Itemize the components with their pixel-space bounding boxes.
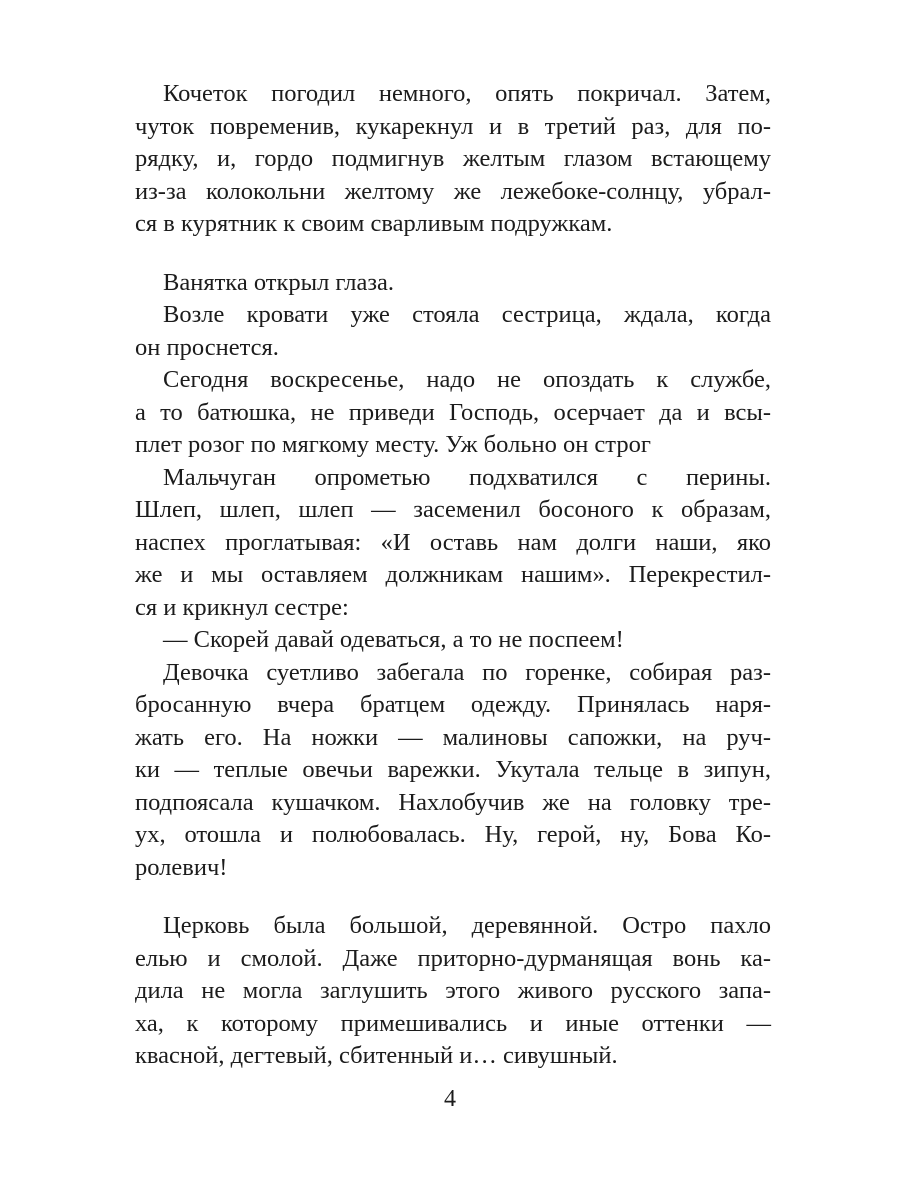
text-line: Девочка суетливо забегала по горенке, собирая раз- <box>163 658 771 686</box>
text-block <box>135 78 771 1073</box>
text-line: подпоясала кушачком. Нахлобучив же на головку тре- <box>135 788 771 816</box>
text-line: ки — теплые овечьи варежки. Укутала тельце в зипун, <box>135 756 771 783</box>
text-line: Шлеп, шлеп, шлеп — засеменил босоного к образам, <box>135 496 771 523</box>
text-line: Мальчуган опрометью подхватился с перины. <box>163 463 771 491</box>
text-line: ха, к которому примешивались и иные оттенки — <box>135 1009 771 1037</box>
text-line: дила не могла заглушить этого живого русского запа- <box>135 977 771 1004</box>
paragraph <box>135 624 771 657</box>
text-line: а то батюшка, не приведи Господь, осерчает да и всы- <box>135 398 771 426</box>
text-line: ся и крикнул сестре: <box>135 593 349 621</box>
paragraph <box>135 657 771 885</box>
text-line: Кочеток погодил немного, опять покричал. Затем, <box>163 80 771 107</box>
paragraph <box>135 910 771 1073</box>
text-line: елью и смолой. Даже приторно-дурманящая вонь ка- <box>135 944 771 972</box>
text-line: Возле кровати уже стояла сестрица, ждала, когда <box>163 301 771 328</box>
text-line: наспех проглатывая: «И оставь нам долги наши, яко <box>135 528 771 556</box>
text-line: — Скорей давай одеваться, а то не поспеем! <box>163 626 624 653</box>
paragraph-spacer <box>135 884 771 910</box>
text-line: Ванятка открыл глаза. <box>163 268 395 296</box>
text-line: из-за колокольни желтому же лежебоке-солнцу, убрал- <box>135 177 771 205</box>
text-line: рядку, и, гордо подмигнув желтым глазом встающему <box>135 145 771 172</box>
page-number: 4 <box>444 1086 456 1112</box>
text-line: ух, отошла и полюбовалась. Ну, герой, ну, Бова Ко- <box>135 821 771 848</box>
paragraph-spacer <box>135 241 771 267</box>
paragraph <box>135 78 771 241</box>
text-line: ся в курятник к своим сварливым подружкам. <box>135 210 613 237</box>
text-line: он проснется. <box>135 333 279 361</box>
text-line: плет розог по мягкому месту. Уж больно он строг <box>135 431 651 458</box>
text-line: жать его. На ножки — малиновы сапожки, на руч- <box>135 723 771 751</box>
text-line: квасной, дегтевый, сбитенный и… сивушный. <box>135 1042 618 1069</box>
paragraph <box>135 267 771 300</box>
text-line: бросанную вчера братцем одежду. Принялась наря- <box>135 691 771 718</box>
text-line: чуток повременив, кукарекнул и в третий раз, для по- <box>135 112 771 140</box>
text-line: Сегодня воскресенье, надо не опоздать к службе, <box>163 366 771 393</box>
text-line: ролевич! <box>135 853 228 881</box>
paragraph <box>135 364 771 462</box>
text-line: же и мы оставляем должникам нашим». Перекрестил- <box>135 561 771 588</box>
text-line: Церковь была большой, деревянной. Остро пахло <box>163 912 771 939</box>
paragraph <box>135 299 771 364</box>
paragraph <box>135 462 771 625</box>
